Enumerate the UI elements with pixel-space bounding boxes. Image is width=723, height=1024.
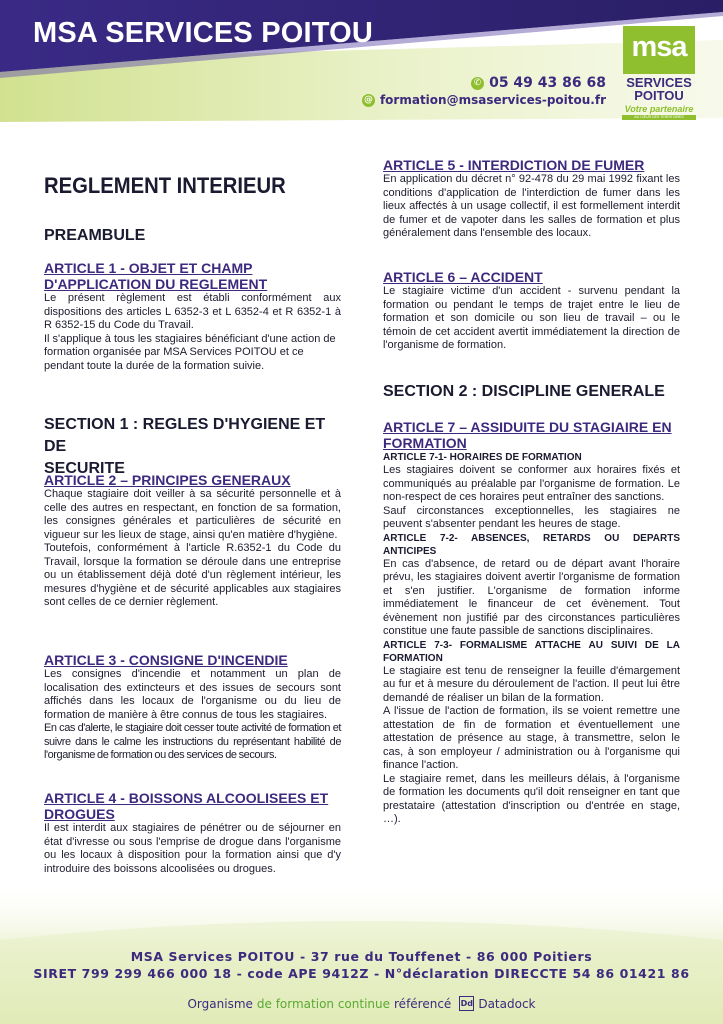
article-6 [383,269,680,353]
section-1-title-line-1: SECTION 1 : REGLES D'HYGIENE ET DE [44,416,326,455]
page-header [0,0,723,130]
contact-phone[interactable] [471,75,606,91]
email-address: formation@msaservices-poitou.fr [379,93,606,107]
article-2-paragraph-1: Chaque stagiaire doit veiller à sa sécurité personnelle et à celle des autres en respectant, en fonction de sa formation, les consignes générales et particulières de sécurité en vigueur sur les lieux de stage, ainsi qu'en matière d'hygiène. [44,488,341,541]
section-2-title: SECTION 2 : DISCIPLINE GENERALE [383,383,665,400]
article-7-1-paragraph-2: Sauf circonstances exceptionnelles, les stagiaires ne peuvent s'absenter pendant les heures de stage. [383,504,680,530]
footer-address: MSA Services POITOU - 37 rue du Touffenet - 86 000 Poitiers [130,949,593,964]
section-1-heading [44,414,341,480]
logo-tagline: Votre partenaire [624,104,694,114]
datadock-label[interactable]: Datadock [478,996,536,1011]
article-3-paragraph-2: En cas d'alerte, le stagiaire doit cesser toute activité de formation et suivre dans le calme les instructions du représentant habilité de l'organisme de formation ou des services de secours. [44,722,341,761]
article-7-3-title: ARTICLE 7-3- FORMALISME ATTACHE AU SUIVI DE LA FORMATION [383,639,680,664]
article-1-title-line-2: D'APPLICATION DU REGLEMENT [44,276,268,292]
article-3 [44,652,341,763]
article-2-title: ARTICLE 2 – PRINCIPES GENERAUX [44,472,291,488]
logo-mark [623,26,695,74]
page-title: REGLEMENT INTERIEUR [44,173,286,198]
article-3-paragraph-1: Les consignes d'incendie et notamment un plan de localisation des extincteurs et des issues de secours sont affichés dans les locaux de l'organisme ou du lieu de formation de manière à être connus de tous les stagiaires. [44,668,341,721]
article-3-title: ARTICLE 3 - CONSIGNE D'INCENDIE [44,652,288,668]
article-7-2-paragraph-1: En cas d'absence, de retard ou de départ avant l'horaire prévu, les stagiaires doivent avertir l'organisme de formation et s'en justifier. L'organisme de formation informe immédiatement le financeur de cet évènement. Tout évènement non justifié par des circonstances particulières constitue une faute passible de sanctions disciplinaires. [383,557,680,637]
logo-band: AU CŒUR DES TERRITOIRES [622,115,696,120]
footer-organisme-text: Organisme [187,996,253,1011]
page-footer [0,880,723,1024]
article-7-3-paragraph-3: Le stagiaire remet, dans les meilleurs délais, à l'organisme de formation les documents qu'il doit renseigner en tant que prestataire (attestation d'inscription ou d'entrée en stage, …). [383,772,680,825]
logo-services-text: SERVICES [626,75,692,90]
article-7-3-paragraph-1: Le stagiaire est tenu de renseigner la feuille d'émargement au fur et à mesure du déroulement de l'action. Il peut lui être demandé de réaliser un bilan de la formation. [383,664,680,704]
footer-datadock-line [0,996,723,1011]
at-icon: @ [363,94,373,105]
article-1-paragraph-1: Le présent règlement est établi conformément aux dispositions des articles L 6352-3 et L 6352-4 et R 6352-1 à R 6352-15 du Code du Travail. [44,292,341,331]
article-6-title: ARTICLE 6 – ACCIDENT [383,269,543,285]
article-7-2-title: ARTICLE 7-2- ABSENCES, RETARDS OU DEPARTS ANTICIPES [383,532,680,557]
footer-formation-text: de formation continue [256,996,391,1011]
logo-msa-text: msa [631,31,687,63]
logo-poitou-text: POITOU [634,88,684,103]
article-7-1-paragraph-1: Les stagiaires doivent se conformer aux horaires fixés et communiqués au préalable par l'organisme de formation. Le non-respect de ces horaires peut entraîner des sanctions. [383,464,680,503]
article-1 [44,260,341,373]
phone-icon: ✆ [471,77,484,90]
article-2 [44,472,341,610]
phone-number: 05 49 43 86 68 [489,75,606,91]
article-1-paragraph-2: Il s'applique à tous les stagiaires bénéficiant d'une action de formation organisée par MSA Services POITOU et ce pendant toute la durée de la formation suivie. [44,332,336,372]
msa-logo [620,26,698,124]
datadock-icon: Dd [459,996,474,1011]
footer-registration: SIRET 799 299 466 000 18 - code APE 9412Z - N°déclaration DIRECCTE 54 86 01421 86 [33,966,690,981]
article-4 [44,790,341,876]
article-5-paragraph-1: En application du décret n° 92-478 du 29 mai 1992 fixant les conditions d'application de l'interdiction de fumer dans les lieux affectés à un usage collectif, il est formellement interdit de fumer et de vapoter dans les salles de formation et plus généralement dans l'ensemble des locaux. [383,173,680,239]
preamble-heading: PREAMBULE [44,227,146,244]
section-1-title-line-2: SECURITE [44,460,125,477]
article-7-3-paragraph-2: A l'issue de l'action de formation, ils se voient remettre une attestation de fin de formation et éventuellement une attestation de présence au stage, à transmettre, selon le cas, à son employeur / administration ou à l'organisme qui finance l'action. [383,705,680,771]
contact-email[interactable] [362,93,606,107]
article-7-title-line-1: ARTICLE 7 – ASSIDUITE DU STAGIAIRE EN [383,419,672,435]
article-7-1-title: ARTICLE 7-1- HORAIRES DE FORMATION [383,452,582,463]
article-4-title-line-2: DROGUES [44,806,115,822]
article-2-paragraph-2: Toutefois, conformément à l'article R.6352-1 du Code du Travail, lorsque la formation se déroule dans une entreprise ou un établissement déjà doté d'un règlement intérieur, les mesures d'hygiène et de sécurité applicables aux stagiaires sont celles de ce dernier règlement. [44,542,341,608]
article-5 [383,157,680,241]
article-4-title-line-1: ARTICLE 4 - BOISSONS ALCOOLISEES ET [44,790,329,806]
article-4-paragraph-1: Il est interdit aux stagiaires de pénétrer ou de séjourner en état d'ivresse ou sous l'emprise de drogue dans l'organisme ou les locaux à disposition pour la formation ainsi que d'y introduire des boissons alcoolisées ou drogues. [44,822,341,875]
article-7 [383,419,680,827]
article-6-paragraph-1: Le stagiaire victime d'un accident - survenu pendant la formation ou pendant le temps de trajet entre le lieu de formation et son domicile ou son lieu de travail – ou le témoin de cet accident avertit immédiatement la direction de l'organisme de formation. [383,285,680,351]
footer-reference-text: référencé [394,996,452,1011]
article-1-title-line-1: ARTICLE 1 - OBJET ET CHAMP [44,260,253,276]
article-7-title-line-2: FORMATION [383,435,467,451]
article-5-title: ARTICLE 5 - INTERDICTION DE FUMER [383,157,645,173]
brand-title: MSA SERVICES POITOU [33,17,374,49]
